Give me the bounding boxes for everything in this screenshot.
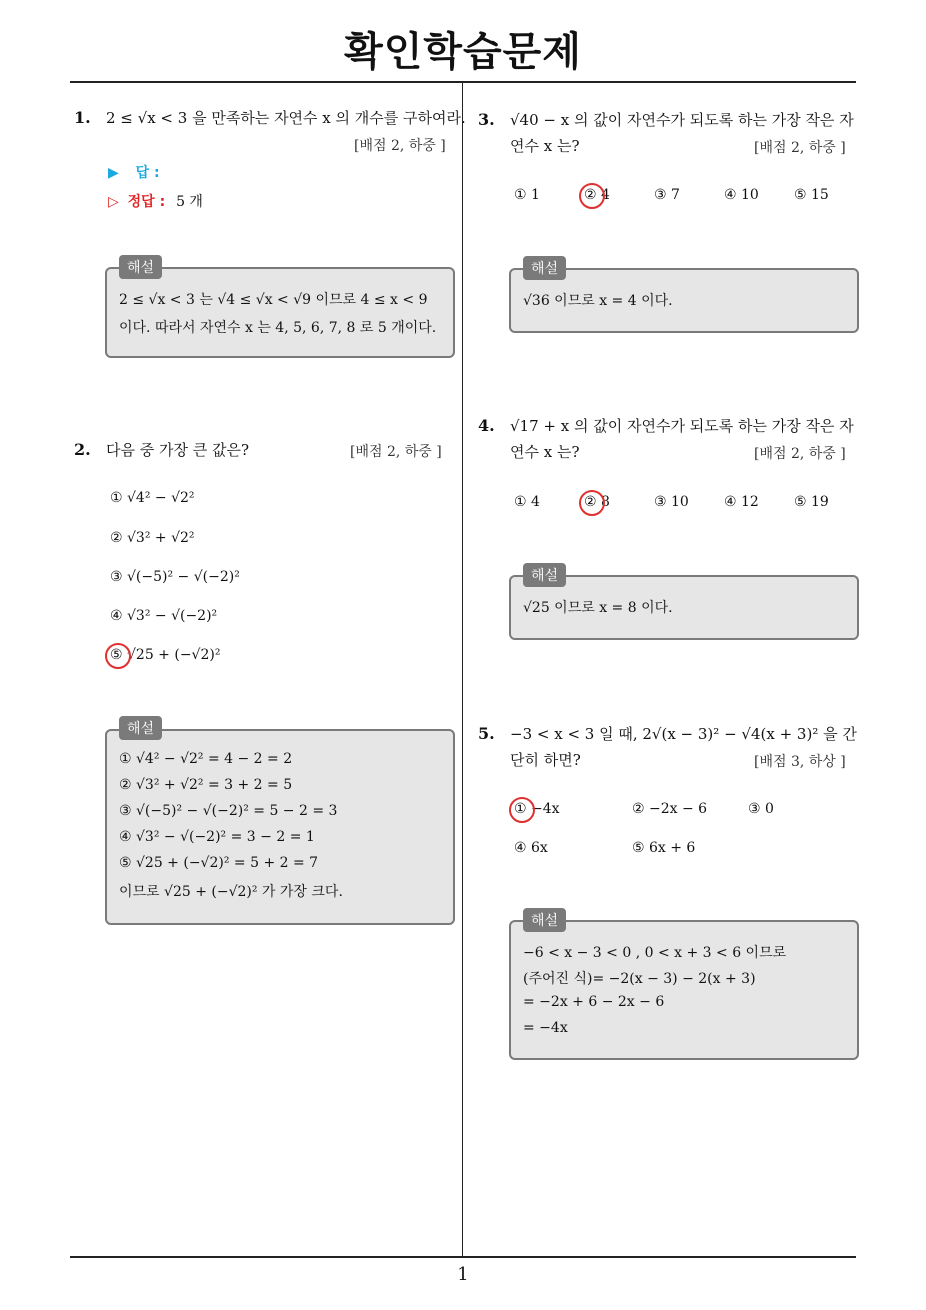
option-5[interactable]: ⑤ 15 — [794, 187, 829, 203]
question-number: 5. — [478, 724, 495, 743]
explanation-box — [105, 729, 455, 925]
bottom-divider — [70, 1256, 856, 1258]
score-label: [배점 3, 하상 ] — [754, 754, 846, 770]
option-5[interactable]: ⑤ 6x + 6 — [632, 840, 696, 856]
option-4[interactable]: ④ 10 — [724, 187, 759, 203]
explanation-box — [105, 267, 455, 358]
option-5[interactable]: ⑤ √25 + (−√2)² — [110, 647, 221, 663]
explanation-line: −6 < x − 3 < 0 , 0 < x + 3 < 6 이므로 — [523, 945, 787, 961]
option-1[interactable]: ① √4² − √2² — [110, 490, 195, 506]
correct-answer-line — [108, 191, 203, 211]
question-text: 단히 하면? — [510, 751, 581, 769]
answer-label: 답 : — [135, 165, 160, 181]
option-2[interactable]: ② √3² + √2² — [110, 530, 195, 546]
page-title: 확인학습문제 — [344, 29, 582, 75]
column-divider — [462, 82, 463, 1256]
option-4[interactable]: ④ 12 — [724, 494, 759, 510]
option-3[interactable]: ③ √(−5)² − √(−2)² — [110, 569, 240, 585]
correct-value: 5 개 — [176, 194, 203, 210]
option-1[interactable]: ① 1 — [514, 187, 540, 203]
question-text: −3 < x < 3 일 때, 2√(x − 3)² − √4(x + 3)² 을 간 — [510, 725, 857, 743]
explanation-line: = −2x + 6 − 2x − 6 — [523, 994, 665, 1010]
explanation-line: = −4x — [523, 1020, 568, 1036]
explanation-line: ② √3² + √2² = 3 + 2 = 5 — [119, 777, 293, 793]
question-text: 다음 중 가장 큰 값은? — [106, 441, 250, 459]
play-outline-icon: ▷ — [108, 194, 119, 210]
option-2[interactable]: ② 4 — [584, 187, 610, 203]
explanation-line: ③ √(−5)² − √(−2)² = 5 − 2 = 3 — [119, 803, 338, 819]
top-divider — [70, 81, 856, 83]
question-number: 4. — [478, 416, 495, 435]
option-2[interactable]: ② 8 — [584, 494, 610, 510]
question-text: 2 ≤ √x < 3 을 만족하는 자연수 x 의 개수를 구하여라. — [106, 109, 466, 127]
explanation-line: ① √4² − √2² = 4 − 2 = 2 — [119, 751, 293, 767]
selected-answer-circle — [579, 490, 605, 516]
explanation-line: ④ √3² − √(−2)² = 3 − 2 = 1 — [119, 829, 315, 845]
explanation-line: 이다. 따라서 자연수 x 는 4, 5, 6, 7, 8 로 5 개이다. — [119, 320, 437, 336]
score-label: [배점 2, 하중 ] — [754, 446, 846, 462]
question-text: 연수 x 는? — [510, 137, 580, 155]
explanation-line: 2 ≤ √x < 3 는 √4 ≤ √x < √9 이므로 4 ≤ x < 9 — [119, 292, 428, 308]
explanation-tag: 해설 — [523, 908, 566, 932]
explanation-tag: 해설 — [523, 563, 566, 587]
score-label: [배점 2, 하중 ] — [354, 138, 446, 154]
page-number: 1 — [457, 1264, 469, 1285]
option-1[interactable]: ① −4x — [514, 801, 560, 817]
score-label: [배점 2, 하중 ] — [350, 444, 442, 460]
explanation-line: ⑤ √25 + (−√2)² = 5 + 2 = 7 — [119, 855, 319, 871]
explanation-tag: 해설 — [523, 256, 566, 280]
explanation-tag: 해설 — [119, 716, 162, 740]
selected-answer-circle — [105, 643, 131, 669]
option-1[interactable]: ① 4 — [514, 494, 540, 510]
score-label: [배점 2, 하중 ] — [754, 140, 846, 156]
selected-answer-circle — [509, 797, 535, 823]
option-4[interactable]: ④ √3² − √(−2)² — [110, 608, 218, 624]
answer-line — [108, 162, 160, 182]
question-text: √17 + x 의 값이 자연수가 되도록 하는 가장 작은 자 — [510, 417, 854, 435]
option-3[interactable]: ③ 10 — [654, 494, 689, 510]
option-4[interactable]: ④ 6x — [514, 840, 548, 856]
question-number: 2. — [74, 440, 91, 459]
selected-answer-circle — [579, 183, 605, 209]
option-2[interactable]: ② −2x − 6 — [632, 801, 708, 817]
question-number: 3. — [478, 110, 495, 129]
option-3[interactable]: ③ 0 — [748, 801, 774, 817]
explanation-line: (주어진 식)= −2(x − 3) − 2(x + 3) — [523, 971, 756, 987]
question-number: 1. — [74, 108, 91, 127]
explanation-line: 이므로 √25 + (−√2)² 가 가장 크다. — [119, 884, 343, 900]
play-icon: ▶ — [108, 165, 119, 181]
explanation-box — [509, 920, 859, 1060]
option-3[interactable]: ③ 7 — [654, 187, 680, 203]
explanation-line: √36 이므로 x = 4 이다. — [523, 293, 673, 309]
question-text: 연수 x 는? — [510, 443, 580, 461]
explanation-line: √25 이므로 x = 8 이다. — [523, 600, 673, 616]
question-text: √40 − x 의 값이 자연수가 되도록 하는 가장 작은 자 — [510, 111, 854, 129]
correct-label: 정답 : — [127, 194, 166, 210]
explanation-tag: 해설 — [119, 255, 162, 279]
option-5[interactable]: ⑤ 19 — [794, 494, 829, 510]
